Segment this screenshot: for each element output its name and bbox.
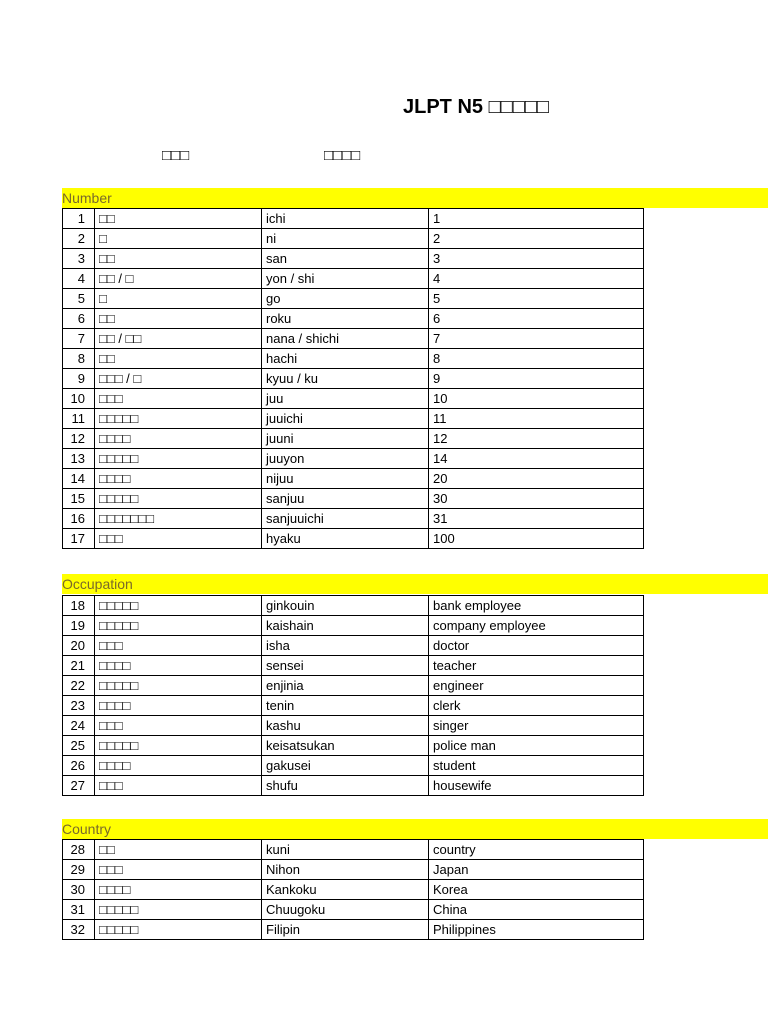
cell-kana: □ (95, 289, 262, 309)
cell-kana: □□□□□ (95, 489, 262, 509)
cell-meaning: doctor (429, 636, 644, 656)
cell-meaning: 3 (429, 249, 644, 269)
cell-no: 9 (63, 369, 95, 389)
cell-meaning: Japan (429, 860, 644, 880)
cell-romaji: isha (262, 636, 429, 656)
cell-romaji: Chuugoku (262, 900, 429, 920)
cell-kana: □□□□□□□ (95, 509, 262, 529)
cell-kana: □□□ (95, 389, 262, 409)
cell-meaning: clerk (429, 696, 644, 716)
cell-meaning: bank employee (429, 596, 644, 616)
cell-romaji: keisatsukan (262, 736, 429, 756)
cell-meaning: teacher (429, 656, 644, 676)
cell-romaji: kuni (262, 840, 429, 860)
cell-meaning: 31 (429, 509, 644, 529)
cell-no: 10 (63, 389, 95, 409)
cell-meaning: 6 (429, 309, 644, 329)
cell-meaning: 2 (429, 229, 644, 249)
cell-romaji: juuni (262, 429, 429, 449)
cell-meaning: Korea (429, 880, 644, 900)
cell-romaji: roku (262, 309, 429, 329)
cell-romaji: kaishain (262, 616, 429, 636)
cell-kana: □□□□□ (95, 449, 262, 469)
cell-meaning: China (429, 900, 644, 920)
table-row (63, 269, 644, 289)
cell-romaji: juuyon (262, 449, 429, 469)
table-row (63, 449, 644, 469)
table-row (63, 369, 644, 389)
table-row (63, 289, 644, 309)
cell-romaji: sanjuuichi (262, 509, 429, 529)
cell-romaji: sensei (262, 656, 429, 676)
cell-meaning: 7 (429, 329, 644, 349)
cell-romaji: Filipin (262, 920, 429, 940)
cell-no: 14 (63, 469, 95, 489)
cell-meaning: 8 (429, 349, 644, 369)
cell-no: 23 (63, 696, 95, 716)
cell-no: 12 (63, 429, 95, 449)
cell-meaning: engineer (429, 676, 644, 696)
cell-meaning: 100 (429, 529, 644, 549)
cell-kana: □□□ (95, 716, 262, 736)
cell-romaji: nana / shichi (262, 329, 429, 349)
cell-meaning: student (429, 756, 644, 776)
cell-no: 13 (63, 449, 95, 469)
cell-romaji: san (262, 249, 429, 269)
cell-romaji: hyaku (262, 529, 429, 549)
cell-kana: □□□ / □ (95, 369, 262, 389)
cell-kana: □□□□□ (95, 616, 262, 636)
cell-kana: □□□□ (95, 756, 262, 776)
cell-romaji: juuichi (262, 409, 429, 429)
cell-no: 16 (63, 509, 95, 529)
cell-meaning: company employee (429, 616, 644, 636)
cell-kana: □□□□ (95, 656, 262, 676)
cell-no: 1 (63, 209, 95, 229)
cell-kana: □□□ (95, 776, 262, 796)
cell-no: 4 (63, 269, 95, 289)
cell-romaji: juu (262, 389, 429, 409)
table-row (63, 469, 644, 489)
cell-romaji: ni (262, 229, 429, 249)
table-row (63, 389, 644, 409)
cell-kana: □□□□□ (95, 920, 262, 940)
cell-meaning: 10 (429, 389, 644, 409)
cell-meaning: 20 (429, 469, 644, 489)
cell-kana: □□□□□ (95, 736, 262, 756)
vocab-table-country (62, 839, 644, 940)
cell-romaji: tenin (262, 696, 429, 716)
cell-kana: □□□ (95, 636, 262, 656)
cell-no: 5 (63, 289, 95, 309)
table-row (63, 329, 644, 349)
cell-no: 24 (63, 716, 95, 736)
cell-meaning: 4 (429, 269, 644, 289)
cell-kana: □□□□ (95, 880, 262, 900)
table-row (63, 309, 644, 329)
cell-kana: □□□□□ (95, 596, 262, 616)
cell-no: 8 (63, 349, 95, 369)
table-row (63, 840, 644, 860)
cell-meaning: 1 (429, 209, 644, 229)
table-row (63, 920, 644, 940)
cell-kana: □□ (95, 249, 262, 269)
cell-no: 28 (63, 840, 95, 860)
cell-no: 32 (63, 920, 95, 940)
cell-no: 27 (63, 776, 95, 796)
table-row (63, 900, 644, 920)
table-row (63, 429, 644, 449)
cell-no: 17 (63, 529, 95, 549)
cell-no: 21 (63, 656, 95, 676)
cell-meaning: 30 (429, 489, 644, 509)
cell-kana: □□ (95, 209, 262, 229)
cell-no: 7 (63, 329, 95, 349)
cell-meaning: 12 (429, 429, 644, 449)
table-row (63, 776, 644, 796)
cell-kana: □□□□□ (95, 900, 262, 920)
section-header-country: Country (62, 819, 768, 839)
page-title: JLPT N5 □□□□□ (403, 96, 549, 118)
cell-meaning: housewife (429, 776, 644, 796)
table-row (63, 880, 644, 900)
cell-kana: □ (95, 229, 262, 249)
cell-kana: □□ (95, 349, 262, 369)
cell-kana: □□ / □ (95, 269, 262, 289)
cell-romaji: ichi (262, 209, 429, 229)
table-row (63, 529, 644, 549)
table-row (63, 489, 644, 509)
cell-no: 22 (63, 676, 95, 696)
cell-no: 29 (63, 860, 95, 880)
cell-romaji: nijuu (262, 469, 429, 489)
cell-no: 25 (63, 736, 95, 756)
cell-romaji: yon / shi (262, 269, 429, 289)
vocab-table-number (62, 208, 644, 549)
table-row (63, 616, 644, 636)
cell-no: 11 (63, 409, 95, 429)
cell-romaji: enjinia (262, 676, 429, 696)
table-row (63, 676, 644, 696)
subtitle-left: □□□ (162, 147, 190, 164)
cell-romaji: gakusei (262, 756, 429, 776)
vocab-table-occupation (62, 595, 644, 796)
cell-romaji: sanjuu (262, 489, 429, 509)
section-header-occupation: Occupation (62, 574, 768, 594)
cell-no: 30 (63, 880, 95, 900)
cell-no: 2 (63, 229, 95, 249)
cell-kana: □□ / □□ (95, 329, 262, 349)
cell-no: 20 (63, 636, 95, 656)
cell-no: 3 (63, 249, 95, 269)
cell-romaji: shufu (262, 776, 429, 796)
cell-no: 18 (63, 596, 95, 616)
cell-meaning: singer (429, 716, 644, 736)
cell-meaning: country (429, 840, 644, 860)
cell-kana: □□□□ (95, 429, 262, 449)
table-row (63, 509, 644, 529)
cell-kana: □□□□ (95, 696, 262, 716)
cell-kana: □□□ (95, 860, 262, 880)
cell-kana: □□□ (95, 529, 262, 549)
cell-no: 31 (63, 900, 95, 920)
table-row (63, 249, 644, 269)
table-row (63, 696, 644, 716)
table-row (63, 349, 644, 369)
cell-kana: □□ (95, 309, 262, 329)
cell-romaji: hachi (262, 349, 429, 369)
cell-romaji: go (262, 289, 429, 309)
table-row (63, 209, 644, 229)
cell-meaning: 5 (429, 289, 644, 309)
cell-meaning: 14 (429, 449, 644, 469)
cell-romaji: kashu (262, 716, 429, 736)
subtitle-right: □□□□ (324, 147, 361, 164)
section-header-number: Number (62, 188, 768, 208)
table-row (63, 736, 644, 756)
table-row (63, 596, 644, 616)
table-row (63, 409, 644, 429)
cell-romaji: ginkouin (262, 596, 429, 616)
cell-kana: □□□□□ (95, 676, 262, 696)
table-row (63, 636, 644, 656)
cell-romaji: Nihon (262, 860, 429, 880)
table-row (63, 860, 644, 880)
table-row (63, 756, 644, 776)
cell-no: 15 (63, 489, 95, 509)
cell-no: 19 (63, 616, 95, 636)
table-row (63, 229, 644, 249)
cell-kana: □□□□□ (95, 409, 262, 429)
cell-no: 26 (63, 756, 95, 776)
cell-meaning: Philippines (429, 920, 644, 940)
cell-no: 6 (63, 309, 95, 329)
cell-kana: □□□□ (95, 469, 262, 489)
table-row (63, 716, 644, 736)
table-row (63, 656, 644, 676)
cell-meaning: 9 (429, 369, 644, 389)
cell-meaning: police man (429, 736, 644, 756)
cell-kana: □□ (95, 840, 262, 860)
cell-romaji: Kankoku (262, 880, 429, 900)
cell-romaji: kyuu / ku (262, 369, 429, 389)
cell-meaning: 11 (429, 409, 644, 429)
